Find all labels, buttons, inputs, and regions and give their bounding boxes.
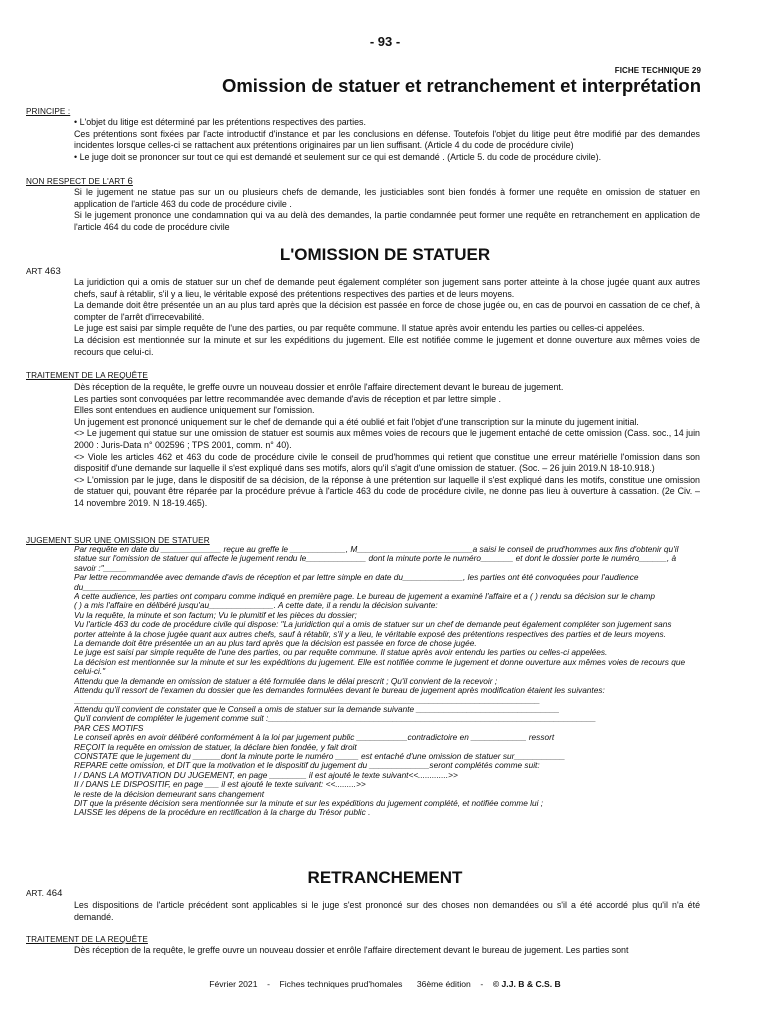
jugement-line: du_______________ <box>74 581 153 592</box>
traitement-label: TRAITEMENT DE LA REQUÊTE <box>26 371 148 380</box>
jugement-line: REÇOIT la requête en omission de statuer, la déclare bien fondée, y fait droit <box>74 741 357 752</box>
art-464-line: Les dispositions de l'article précédent sont applicables si le juge s'est prononcé sur des choses non demandées ou s'il a été accordé plus qu'il n'a été demandé. <box>74 900 700 922</box>
jugement-line: Attendu qu'il ressort de l'examen du dossier que les demandes formulées devant le bureau de jugement après modification étaient les suivantes: <box>74 685 605 696</box>
art-464-label-text: ART. <box>26 889 44 898</box>
art-463-line: La décision est mentionnée sur la minute et sur les expéditions du jugement. Elle est notifiée comme le jugement et donne ouverture aux mêmes voies de recours que celui-ci. <box>74 334 700 357</box>
footer-edition: 36ème édition <box>416 979 471 989</box>
principe-line: • L'objet du litige est déterminé par les prétentions respectives des parties. <box>74 117 366 127</box>
jugement-line: Attendu que la demande en omission de statuer a été formulée dans le délai prescrit ; Qu'il convient de la recevoir ; <box>74 675 498 686</box>
jugement-line: La demande doit être présentée un an au plus tard après que la décision est passée en force de chose jugée. <box>74 638 477 649</box>
non-respect-line: Si le jugement prononce une condamnation qui va au delà des demandes, la partie condamnée peut former une requête en retranchement en application de l'article 464 du code de procédure civile <box>74 210 700 232</box>
jugement-line: REPARE cette omission, et DIT que la motivation et le dispositif du jugement du _____________seront complétés comme suit: <box>74 760 540 771</box>
traitement-line: <> Le jugement qui statue sur une omission de statuer est soumis aux mêmes voies de recours que le jugement entaché de cette omission (Cass. soc., 14 juin 2000 : Juris-Data n° 002596 ; TPS 2001, comm. n° 40). <box>74 428 700 450</box>
jugement-line: celui-ci." <box>74 666 106 677</box>
art-464-label <box>26 888 63 899</box>
jugement-line: LAISSE les dépens de la procédure en rectification à la charge du Trésor public . <box>74 807 371 818</box>
footer-doc-name: Fiches techniques prud'homales <box>279 979 403 989</box>
traitement-line: Les parties sont convoquées par lettre recommandée avec demande d'avis de réception et par lettre simple . <box>74 393 501 404</box>
page-number: - 93 - <box>369 34 401 49</box>
jugement-line: le reste de la décision demeurant sans changement <box>74 788 265 799</box>
footer-separator: - <box>267 979 270 989</box>
jugement-line: Le juge est saisi par simple requête de l'une des parties, ou par requête commune. Il statue après avoir entendu les parties ou celles-ci appelées. <box>74 647 608 658</box>
jugement-line: statue sur l'omission de statuer qui affecte le jugement rendu le_____________ dont la minute porte le numéro_______ et dont le dossier porte le numéro______, à <box>74 553 677 564</box>
art-463-text <box>74 277 700 358</box>
jugement-line: ( ) a mis l'affaire en délibéré jusqu'au______________. A cette date, il a rendu la décision suivante: <box>74 600 438 611</box>
art-464-label-num: 464 <box>46 888 63 899</box>
non-respect-line: Si le jugement ne statue pas sur un ou plusieurs chefs de demande, les justiciables sont bien fondés à former une requête en omission de statuer en application de l'article 463 du code de procédure civile . <box>74 187 700 209</box>
jugement-line: DIT que la présente décision sera mentionnée sur la minute et sur les expéditions du jugement complété, et notifiée comme lui ; <box>74 797 544 808</box>
jugement-line: A cette audience, les parties ont comparu comme indiqué en première page. Le bureau de jugement a examiné l'affaire et a ( ) rendu sa décision sur le champ <box>74 591 656 602</box>
page-title: Omission de statuer et retranchement et interprétation <box>221 75 701 96</box>
jugement-line: I / DANS LA MOTIVATION DU JUGEMENT, en page ________ il est ajouté le texte suivant<<.............>> <box>74 769 458 780</box>
page-footer <box>0 979 770 989</box>
jugement-label: JUGEMENT SUR UNE OMISSION DE STATUER <box>26 536 210 545</box>
jugement-line: La décision est mentionnée sur la minute et sur les expéditions du jugement. Elle est notifiée comme le jugement et donne ouverture aux mêmes voies de recours que <box>74 656 686 667</box>
traitement-line: Dès réception de la requête, le greffe ouvre un nouveau dossier et enrôle l'affaire directement devant le bureau de jugement. Les parties sont <box>74 945 629 955</box>
principe-text <box>74 117 700 163</box>
jugement-line: Par requête en date du _____________ reçue au greffe le ____________, M_________________________a saisi le conseil de prud'hommes aux fins d'obtenir qu'il <box>74 545 679 554</box>
traitement-line: Un jugement est prononcé uniquement sur le chef de demande qui a été oublié et fait l'objet d'une transcription sur la minute du jugement initial. <box>74 416 639 427</box>
jugement-line: _____________________________________________________________________________________________________ <box>74 694 541 705</box>
non-respect-label <box>26 176 133 187</box>
jugement-line: Qu'il convient de compléter le jugement comme suit :_______________________________________________________________________ <box>74 713 596 724</box>
principe-label: PRINCIPE : <box>26 107 71 116</box>
traitement-text <box>74 382 700 510</box>
traitement-line: <> Viole les articles 462 et 463 du code de procédure civile le conseil de prud'hommes qui retient que constitue une erreur matérielle l'omission dans son dispositif d'une demande sur laquelle il s'est expliqué dans ses motifs, alors qu'il s'agit d'une omission de statuer. (Soc. – 26 juin 2019.N 18-10.918.) <box>74 451 700 474</box>
art-463-line: La juridiction qui a omis de statuer sur un chef de demande peut également compléter son jugement sans porter atteinte à la chose jugée quant aux autres chefs, sauf à rétablir, s'il y a lieu, le véritable exposé des prétentions respectives des parties et de leurs moyens. <box>74 277 700 299</box>
jugement-line: Le conseil après en avoir délibéré conformément à la loi par jugement public ___________contradictoire en ____________ ressort <box>74 732 555 743</box>
traitement-text-2 <box>74 945 700 957</box>
art-463-line: Le juge est saisi par simple requête de l'une des parties, ou par requête commune. Il statue après avoir entendu les parties ou celles-ci appelées. <box>74 323 645 334</box>
jugement-line: Par lettre recommandée avec demande d'avis de réception et par lettre simple en date du_____________, les parties ont été convoquées pour l'audience <box>74 572 639 583</box>
jugement-line: CONSTATE que le jugement du ______dont la minute porte le numéro _____ est entaché d'une omission de statuer sur___________ <box>74 750 566 761</box>
jugement-line: PAR CES MOTIFS <box>74 722 144 733</box>
jugement-line: Vu l'article 463 du code de procédure civile qui dispose: "La juridiction qui a omis de statuer sur un chef de demande peut également compléter son jugement sans <box>74 619 672 630</box>
jugement-line: Vu la requête, la minute et son factum; Vu le plumitif et les pièces du dossier; <box>74 609 357 620</box>
art-464-text <box>74 900 700 923</box>
jugement-line: II / DANS LE DISPOSITIF, en page ___ il est ajouté le texte suivant: <<.........>> <box>74 779 366 790</box>
traitement-label-2: TRAITEMENT DE LA REQUÊTE <box>26 935 148 944</box>
art-463-label <box>26 266 61 277</box>
principe-line: • Le juge doit se prononcer sur tout ce qui est demandé et seulement sur ce qui est demandé . (Article 5. du code de procédure civile). <box>74 151 602 162</box>
art-463-label-text: ART <box>26 267 43 276</box>
section-title-retranchement: RETRANCHEMENT <box>307 868 463 887</box>
non-respect-label-text: NON RESPECT DE L'ART <box>26 177 126 186</box>
traitement-line: Elles sont entendues en audience uniquement sur l'omission. <box>74 405 315 416</box>
traitement-line: <> L'omission par le juge, dans le dispositif de sa décision, de la réponse à une prétention sur laquelle il s'est expliqué dans les motifs, constitue une omission de statuer qui, pouvant être réparée par la procédure prévue à l'article 463 du code de procédure civile, ne donne pas lieu à ouverture à cassation. (2e Civ. – 14 novembre 2019. N 18-19.465). <box>74 474 700 508</box>
jugement-line: Attendu qu'il convient de constater que le Conseil a omis de statuer sur la demande suivante _______________________________ <box>74 703 560 714</box>
footer-separator: - <box>480 979 484 989</box>
traitement-line: Dès réception de la requête, le greffe ouvre un nouveau dossier et enrôle l'affaire directement devant le bureau de jugement. <box>74 382 564 392</box>
principe-line: Ces prétentions sont fixées par l'acte introductif d'instance et par les conclusions en défense. Toutefois l'objet du litige peut être modifié par des demandes incidentes lorsque celles-ci se rattachent aux prétentions originaires par un lien suffisant. (Article 4 du code de procédure civile) <box>74 128 700 151</box>
art-463-label-num: 463 <box>44 266 61 277</box>
jugement-template-text <box>74 545 700 818</box>
fiche-label: FICHE TECHNIQUE 29 <box>614 66 701 75</box>
footer-copyright: © J.J. B & C.S. B <box>492 979 561 989</box>
non-respect-label-num: 6 <box>127 176 133 187</box>
section-title-omission: L'OMISSION DE STATUER <box>279 245 491 264</box>
jugement-line: porter atteinte à la chose jugée quant aux autres chefs, sauf à rétablir, s'il y a lieu, le véritable exposé des prétentions respectives des parties et de leurs moyens. <box>74 628 666 639</box>
art-463-line: La demande doit être présentée un an au plus tard après que la décision est passée en force de chose jugée ou, en cas de pourvoi en cassation de ce chef, à compter de l'arrêt d'irrecevabilité. <box>74 300 700 322</box>
footer-date: Février 2021 <box>209 979 258 989</box>
non-respect-text <box>74 187 700 233</box>
jugement-line: savoir :"_____ <box>74 562 127 573</box>
